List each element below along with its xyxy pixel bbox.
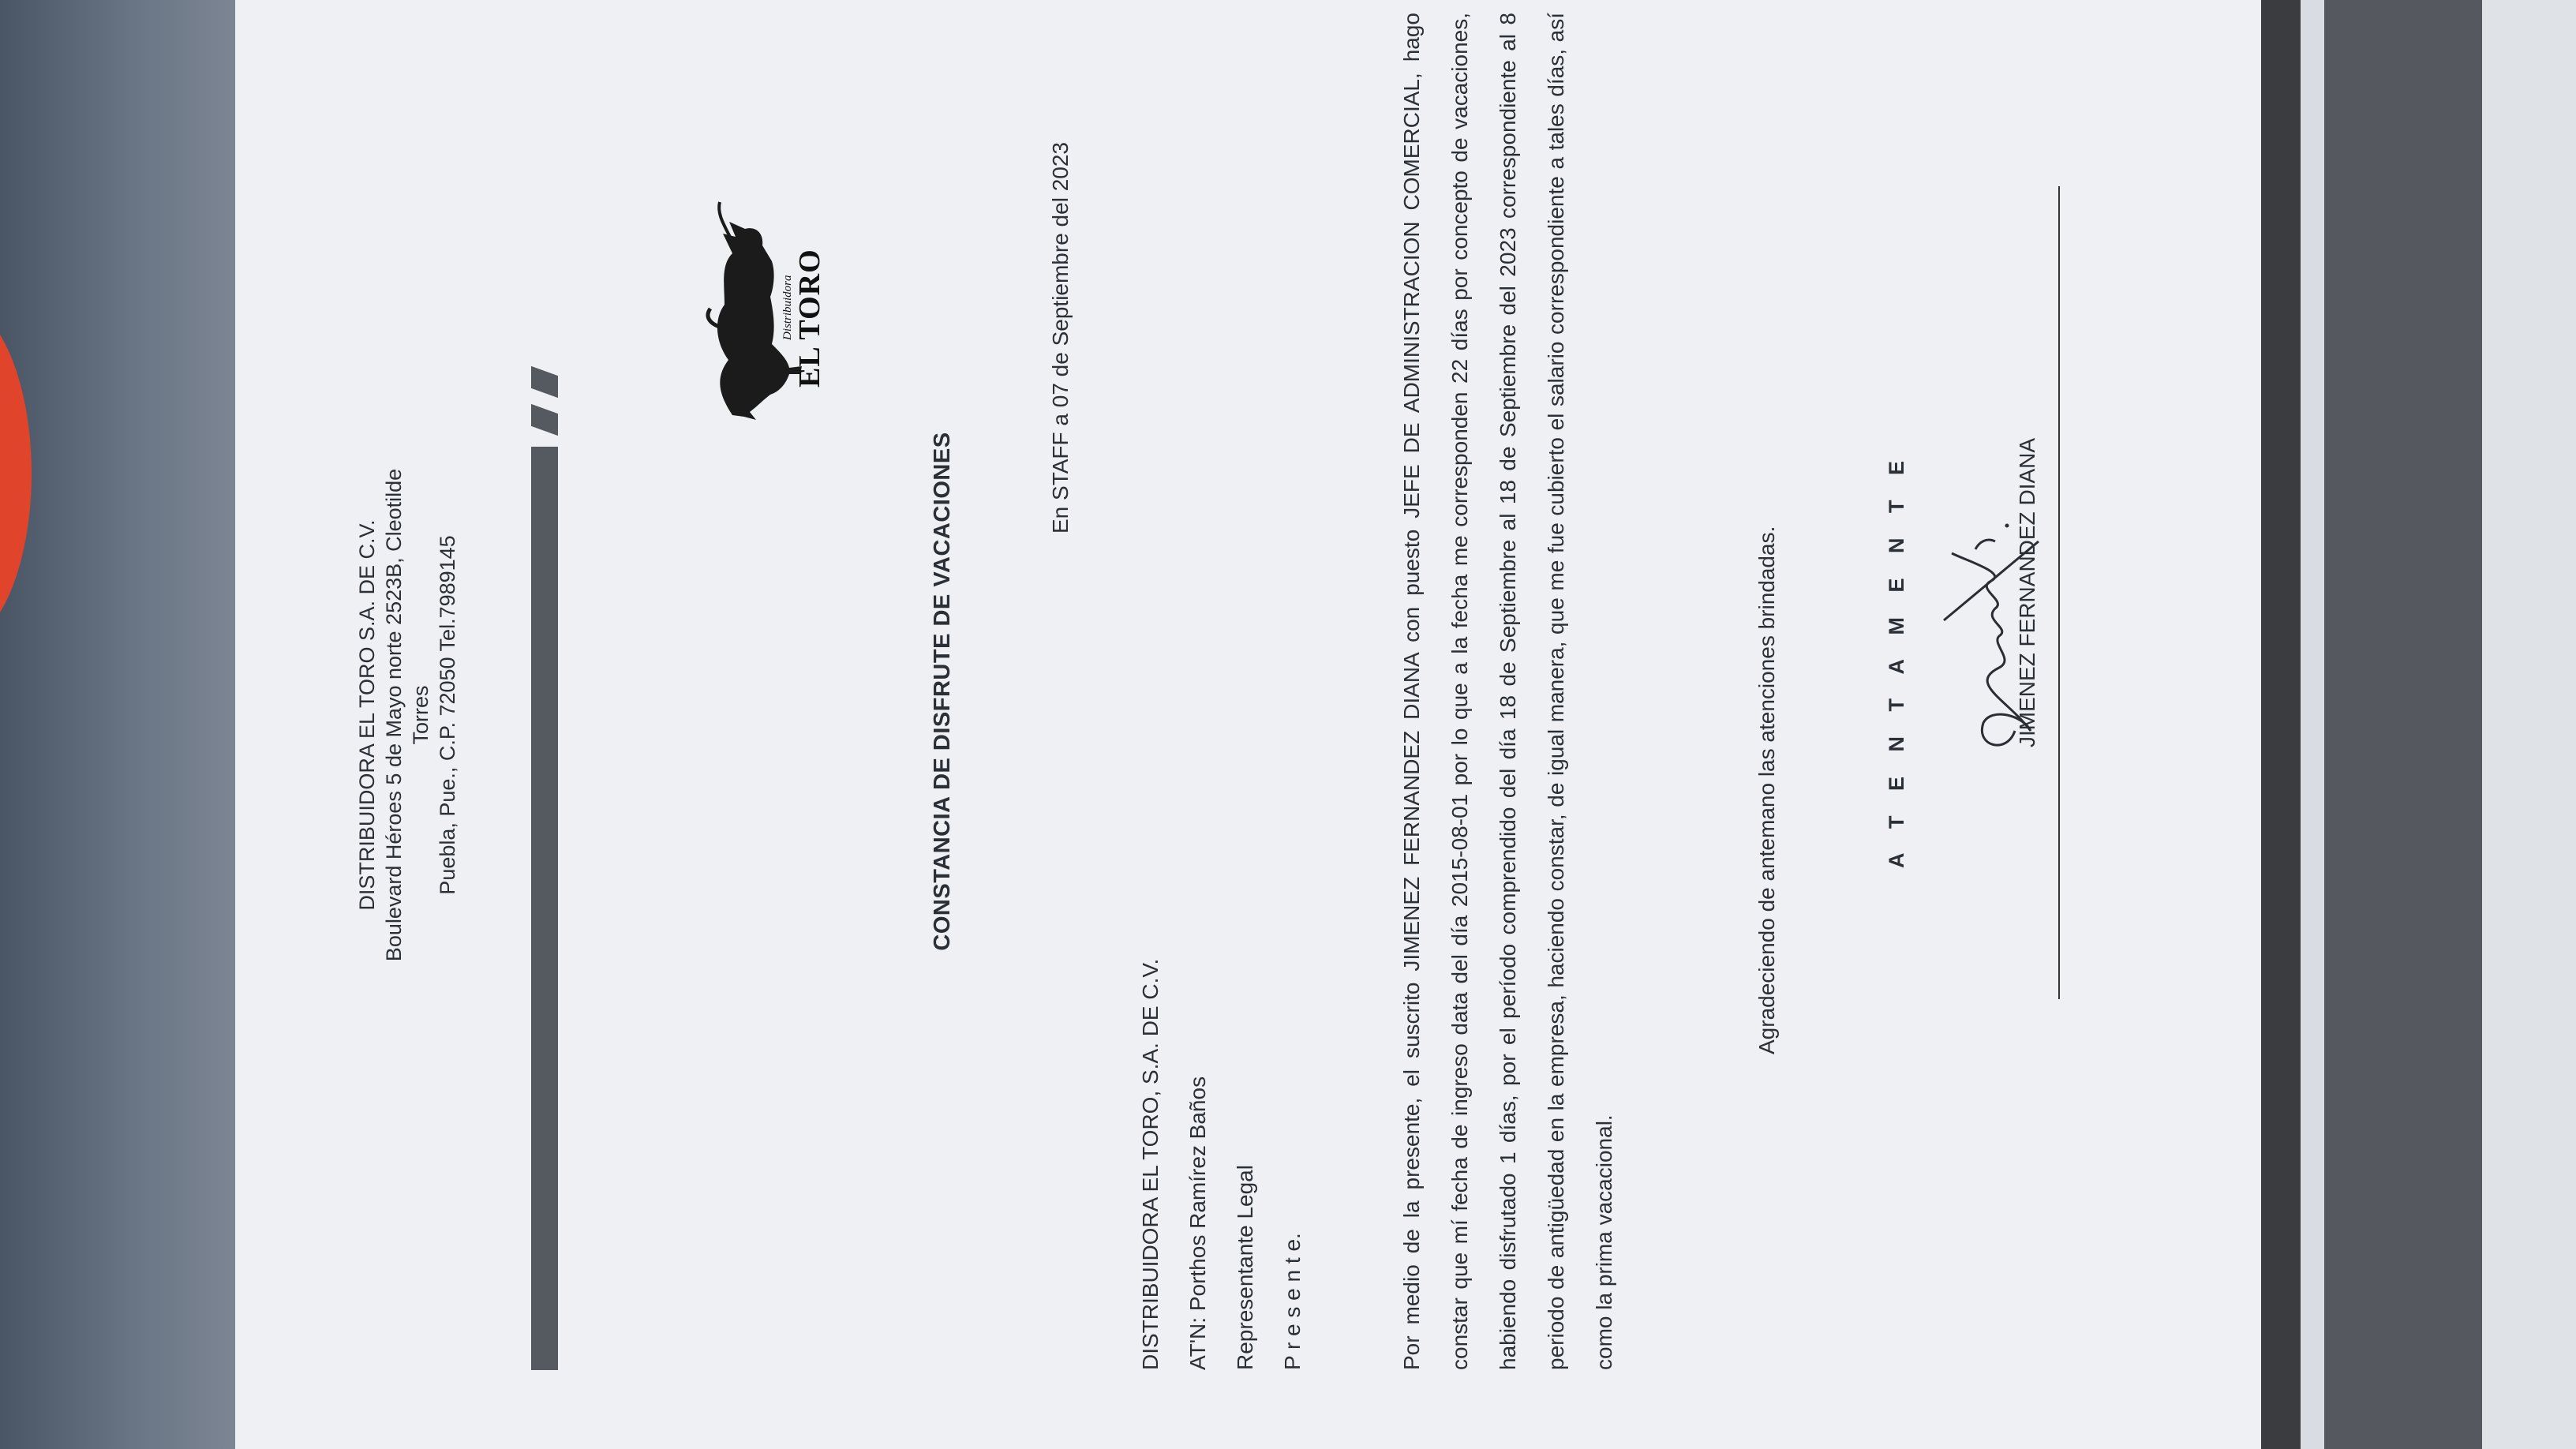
background-right xyxy=(2482,0,2576,1449)
body-paragraph: Por medio de la presente, el suscrito JIMENEZ FERNANDEZ DIANA con puesto JEFE DE ADMINISTRACION COMERCIAL, hago constar que mí fecha de ingreso data del día 2015-08-01 por lo que a la fecha me corresponden 22 días por concepto de vacaciones, habiendo disfrutado 1 días, por el período comprendido del día 18 de Septiembre al 18 de Septiembre del 2023 correspondiente al 8 periodo de antigüedad en la empresa, haciendo constar, de igual manera, que me fue cubierto el salario correspondiente a tales días, así como la prima vacacional. xyxy=(1399,13,1616,1370)
bull-icon xyxy=(701,139,859,423)
binder-strip xyxy=(2301,0,2324,1449)
closing-thanks: Agradeciendo de antemano las atenciones brindadas. xyxy=(1754,526,1779,1054)
letterhead xyxy=(354,439,461,991)
header-bar-segment xyxy=(531,366,558,398)
signature-line xyxy=(2058,186,2060,999)
addressee-block xyxy=(1127,660,1316,1370)
table-surface xyxy=(0,0,237,1449)
signer-name: JIMENEZ FERNANDEZ DIANA xyxy=(2015,437,2039,748)
company-name: DISTRIBUIDORA EL TORO S.A. DE C.V. xyxy=(355,519,379,911)
company-address: Boulevard Héroes 5 de Mayo norte 2523B, Cleotilde Torres xyxy=(382,468,432,962)
place-date: En STAFF a 07 de Septiembre del 2023 xyxy=(1048,142,1073,534)
binder-edge xyxy=(2261,0,2301,1449)
header-bar-segment xyxy=(531,404,558,436)
logo-brand-text: EL TORO xyxy=(793,249,826,388)
addressee-company: DISTRIBUIDORA EL TORO, S.A. DE C.V. xyxy=(1138,958,1163,1370)
addressee-presente: P r e s e n t e. xyxy=(1280,1233,1305,1370)
salutation: A T E N T A M E N T E xyxy=(1885,451,1908,868)
logo-small-text: Distribuidora xyxy=(781,275,794,340)
addressee-role: Representante Legal xyxy=(1233,1165,1257,1370)
document-title: CONSTANCIA DE DISFRUTE DE VACACIONES xyxy=(930,432,955,951)
addressee-attention: AT'N: Porthos Ramírez Baños xyxy=(1185,1076,1210,1370)
binder-cover xyxy=(2324,0,2482,1449)
brand-logo xyxy=(781,198,825,388)
header-bar xyxy=(531,447,558,1370)
company-city-phone: Puebla, Pue., C.P. 72050 Tel.7989145 xyxy=(436,535,459,895)
letter-page xyxy=(235,0,2263,1449)
